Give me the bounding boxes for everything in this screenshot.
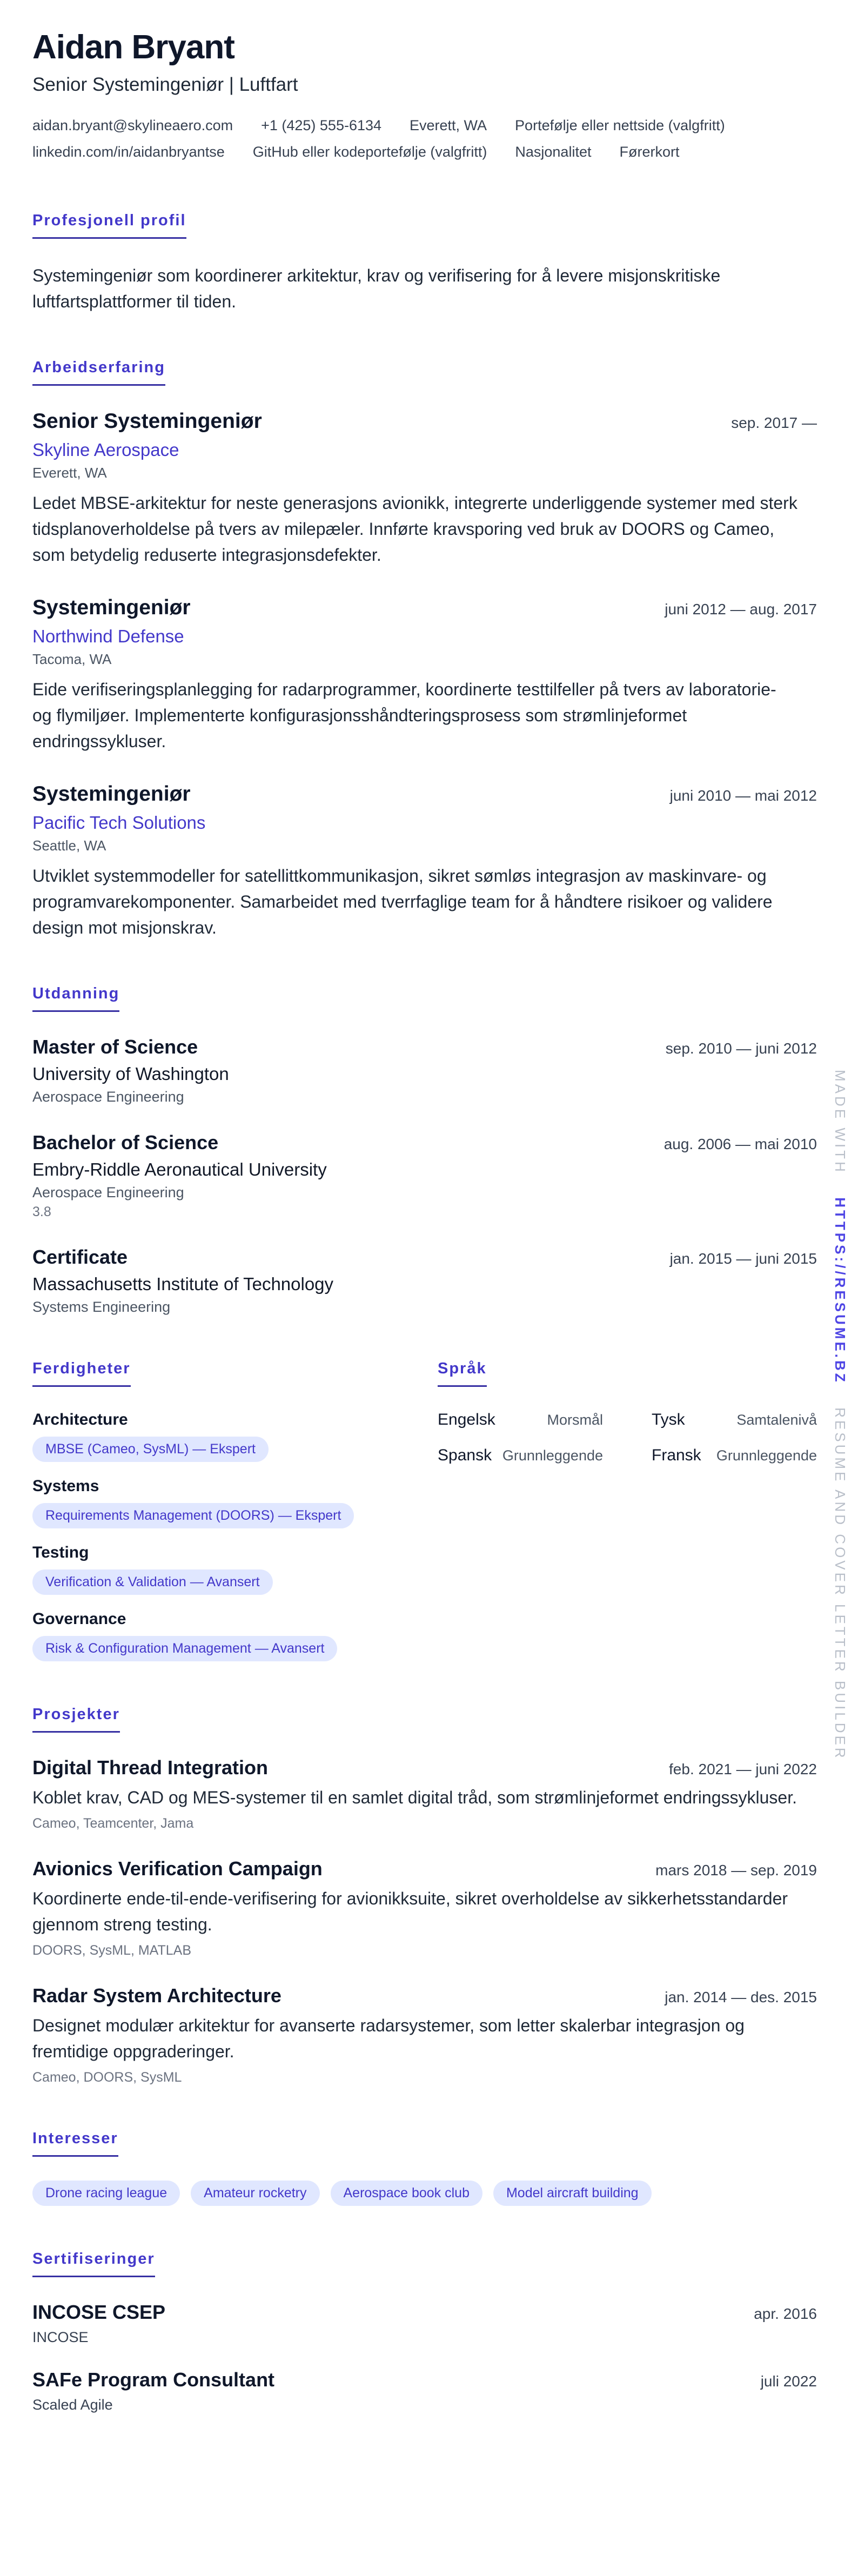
education-entry bbox=[32, 1036, 817, 1105]
gpa-value: 3.8 bbox=[32, 1204, 51, 1219]
job-dates: juni 2010 — mai 2012 bbox=[669, 787, 817, 804]
company-link[interactable]: Northwind Defense bbox=[32, 626, 184, 646]
language-grid bbox=[438, 1411, 817, 1465]
skill-badge: Verification & Validation — Avansert bbox=[32, 1569, 273, 1595]
section-certifications bbox=[32, 2250, 817, 2413]
section-projects bbox=[32, 1706, 817, 2085]
project-entry bbox=[32, 1984, 817, 2085]
interest-list bbox=[32, 2181, 817, 2206]
certification-date: juli 2022 bbox=[760, 2373, 817, 2390]
skill-category: Governance bbox=[32, 1610, 126, 1628]
field-of-study: Aerospace Engineering bbox=[32, 1184, 184, 1200]
profile-text: Systemingeniør som koordinerer arkitektur, krav og verifisering for å levere misjonskritiske luftfartsplattformer til tiden. bbox=[32, 266, 721, 311]
section-interests bbox=[32, 2130, 817, 2206]
section-heading-interests: Interesser bbox=[32, 2130, 118, 2157]
education-dates: sep. 2010 — juni 2012 bbox=[665, 1040, 817, 1057]
contact-website-placeholder: Portefølje eller nettside (valgfritt) bbox=[515, 117, 725, 133]
certification-entry bbox=[32, 2301, 817, 2346]
certification-issuer: INCOSE bbox=[32, 2329, 89, 2345]
job-location: Seattle, WA bbox=[32, 837, 106, 854]
job-description: Ledet MBSE-arkitektur for neste generasjons avionikk, integrerte underliggende systemer med sterk tidsplanoverholdelse på tvers av milepæler. Innførte kravsporing ved bruk av DOORS og Cameo, som betydelig reduserte integrasjonsdefekter. bbox=[32, 493, 797, 565]
language-item bbox=[438, 1411, 603, 1429]
language-item bbox=[652, 1446, 817, 1465]
skills-languages-row bbox=[32, 1360, 817, 1661]
language-name: Fransk bbox=[652, 1446, 701, 1464]
project-entry bbox=[32, 1756, 817, 1832]
job-title: Systemingeniør bbox=[32, 596, 191, 619]
contact-row-1 bbox=[32, 117, 817, 134]
school-name: Embry-Riddle Aeronautical University bbox=[32, 1159, 327, 1179]
job-entry bbox=[32, 596, 817, 754]
skill-category: Systems bbox=[32, 1477, 99, 1495]
section-experience bbox=[32, 359, 817, 941]
certification-date: apr. 2016 bbox=[754, 2305, 817, 2322]
section-profile bbox=[32, 212, 817, 314]
certification-issuer: Scaled Agile bbox=[32, 2397, 113, 2413]
job-dates: juni 2012 — aug. 2017 bbox=[665, 601, 817, 618]
language-item bbox=[652, 1411, 817, 1429]
project-tech-list: Cameo, DOORS, SysML bbox=[32, 2070, 182, 2085]
interest-badge: Amateur rocketry bbox=[191, 2181, 319, 2206]
candidate-title: Senior Systemingeniør | Luftfart bbox=[32, 74, 298, 95]
section-education bbox=[32, 985, 817, 1316]
watermark-made-with: MADE WITH bbox=[832, 1070, 848, 1175]
language-level: Morsmål bbox=[547, 1412, 603, 1428]
section-heading-experience: Arbeidserfaring bbox=[32, 359, 165, 386]
section-heading-profile: Profesjonell profil bbox=[32, 212, 186, 239]
certification-entry bbox=[32, 2369, 817, 2413]
job-description: Utviklet systemmodeller for satellittkommunikasjon, sikret sømløs integrasjon av maskinvare- og programvarekomponenter. Samarbeidet med tverrfaglige team for å håndtere risikoer og validere design mot misjonskrav. bbox=[32, 866, 773, 937]
degree-title: Master of Science bbox=[32, 1036, 198, 1058]
job-location: Everett, WA bbox=[32, 465, 107, 481]
project-description: Koblet krav, CAD og MES-systemer til en samlet digital tråd, som strømlinjeformet endringssykluser. bbox=[32, 1788, 797, 1807]
resume-header bbox=[32, 28, 817, 160]
job-dates: sep. 2017 — bbox=[731, 414, 817, 431]
contact-email: aidan.bryant@skylineaero.com bbox=[32, 117, 233, 133]
interest-badge: Aerospace book club bbox=[331, 2181, 482, 2206]
project-dates: mars 2018 — sep. 2019 bbox=[655, 1862, 817, 1879]
language-item bbox=[438, 1446, 603, 1465]
job-title: Senior Systemingeniør bbox=[32, 410, 262, 433]
skill-badge: Risk & Configuration Management — Avansert bbox=[32, 1636, 337, 1661]
skill-badge: MBSE (Cameo, SysML) — Ekspert bbox=[32, 1437, 269, 1462]
education-dates: jan. 2015 — juni 2015 bbox=[669, 1250, 817, 1267]
contact-drivers-license-placeholder: Førerkort bbox=[619, 144, 680, 160]
skill-group bbox=[32, 1544, 378, 1595]
degree-title: Certificate bbox=[32, 1246, 128, 1268]
interest-badge: Model aircraft building bbox=[493, 2181, 652, 2206]
section-heading-skills: Ferdigheter bbox=[32, 1360, 131, 1387]
section-heading-languages: Språk bbox=[438, 1360, 487, 1387]
language-level: Samtalenivå bbox=[736, 1412, 817, 1428]
section-heading-education: Utdanning bbox=[32, 985, 119, 1012]
project-tech-list: Cameo, Teamcenter, Jama bbox=[32, 1816, 194, 1831]
project-dates: jan. 2014 — des. 2015 bbox=[665, 1989, 817, 2005]
job-description: Eide verifiseringsplanlegging for radarprogrammer, koordinerte testtilfeller på tvers av laboratorie- og flymiljøer. Implementerte konfigurasjonsshåndteringsprosess som strømlinjeformet endringssykluser. bbox=[32, 680, 776, 751]
company-link[interactable]: Skyline Aerospace bbox=[32, 440, 179, 460]
candidate-name: Aidan Bryant bbox=[32, 29, 234, 66]
skill-badge: Requirements Management (DOORS) — Ekspert bbox=[32, 1503, 354, 1528]
watermark-tagline: RESUME AND COVER LETTER BUILDER bbox=[832, 1407, 848, 1761]
certification-name: INCOSE CSEP bbox=[32, 2301, 166, 2323]
company-link[interactable]: Pacific Tech Solutions bbox=[32, 813, 206, 833]
language-name: Tysk bbox=[652, 1411, 685, 1428]
contact-nationality-placeholder: Nasjonalitet bbox=[515, 144, 592, 160]
project-title: Radar System Architecture bbox=[32, 1984, 281, 2007]
certification-name: SAFe Program Consultant bbox=[32, 2369, 275, 2391]
field-of-study: Systems Engineering bbox=[32, 1299, 171, 1315]
project-tech-list: DOORS, SysML, MATLAB bbox=[32, 1943, 192, 1958]
project-entry bbox=[32, 1857, 817, 1958]
project-title: Avionics Verification Campaign bbox=[32, 1857, 323, 1880]
section-skills bbox=[32, 1360, 378, 1661]
school-name: Massachusetts Institute of Technology bbox=[32, 1274, 334, 1294]
field-of-study: Aerospace Engineering bbox=[32, 1089, 184, 1105]
skill-category: Testing bbox=[32, 1544, 89, 1561]
project-dates: feb. 2021 — juni 2022 bbox=[669, 1761, 817, 1777]
contact-linkedin: linkedin.com/in/aidanbryantse bbox=[32, 144, 225, 160]
language-name: Spansk bbox=[438, 1446, 492, 1464]
contact-github-placeholder: GitHub eller kodeportefølje (valgfritt) bbox=[252, 144, 487, 160]
contact-row-2 bbox=[32, 144, 817, 160]
section-heading-projects: Prosjekter bbox=[32, 1706, 120, 1733]
skill-group bbox=[32, 1411, 378, 1462]
language-level: Grunnleggende bbox=[502, 1447, 603, 1464]
skill-group bbox=[32, 1610, 378, 1661]
skill-category: Architecture bbox=[32, 1411, 128, 1428]
section-heading-certifications: Sertifiseringer bbox=[32, 2250, 155, 2277]
skill-group bbox=[32, 1477, 378, 1528]
language-name: Engelsk bbox=[438, 1411, 495, 1428]
interest-badge: Drone racing league bbox=[32, 2181, 180, 2206]
section-languages bbox=[438, 1360, 817, 1661]
contact-phone: +1 (425) 555-6134 bbox=[261, 117, 382, 133]
job-location: Tacoma, WA bbox=[32, 651, 112, 667]
education-dates: aug. 2006 — mai 2010 bbox=[663, 1136, 817, 1152]
watermark-link[interactable]: HTTPS://RESUME.BZ bbox=[832, 1197, 848, 1385]
education-entry bbox=[32, 1131, 817, 1220]
job-entry bbox=[32, 782, 817, 941]
job-entry bbox=[32, 410, 817, 568]
project-title: Digital Thread Integration bbox=[32, 1756, 269, 1779]
project-description: Koordinerte ende-til-ende-verifisering for avionikksuite, sikret overholdelse av sikkerhetsstandarder gjennom streng testing. bbox=[32, 1889, 788, 1934]
language-level: Grunnleggende bbox=[716, 1447, 817, 1464]
watermark bbox=[832, 1070, 848, 1761]
school-name: University of Washington bbox=[32, 1064, 229, 1084]
education-entry bbox=[32, 1246, 817, 1316]
contact-location: Everett, WA bbox=[410, 117, 487, 133]
job-title: Systemingeniør bbox=[32, 782, 191, 806]
project-description: Designet modulær arkitektur for avanserte radarsystemer, som letter skalerbar integrasjon og fremtidige oppgraderinger. bbox=[32, 2016, 745, 2061]
degree-title: Bachelor of Science bbox=[32, 1131, 219, 1153]
